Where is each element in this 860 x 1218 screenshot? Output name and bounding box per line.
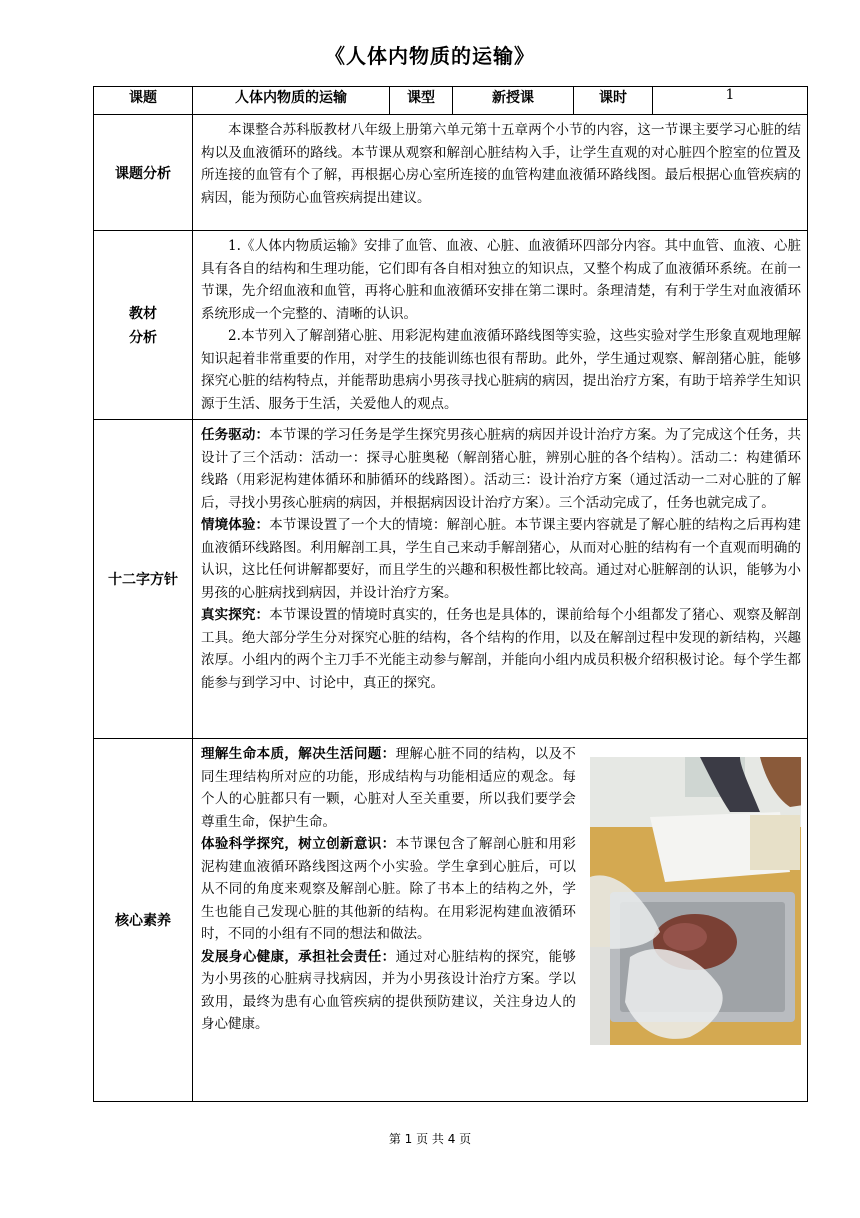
page-footer: 第 1 页 共 4 页 (388, 1132, 472, 1146)
life-essence-text: 理解心脏不同的结构，以及不同生理结构所对应的功能，形成结构与功能相适应的观念。每个人的心脏都只有一颗，心脏对人至关重要，所以我们要学会尊重生命，保护生命。 (201, 746, 576, 830)
health-paragraph (201, 946, 576, 1036)
twelve-char-row (94, 420, 808, 739)
core-literacy-content (193, 739, 808, 1102)
textbook-analysis-para2: 2.本节列入了解剖猪心脏、用彩泥构建血液循环路线图等实验，这些实验对学生形象直观地理解知识起着非常重要的作用，对学生的技能训练也很有帮助。此外，学生通过观察、解剖猪心脏，能够探究心脏的结构特点，并能帮助患病小男孩寻找心脏病的病因，提出治疗方案，有助于培养学生知识源于生活、服务于生活，关爱他人的观点。 (201, 328, 801, 412)
scenario-text: 本节课设置了一个大的情境：解剖心脏。本节课主要内容就是了解心脏的结构之后再构建血液循环线路图。利用解剖工具，学生自己来动手解剖猪心，从而对心脏的结构有一个直观而明确的认识，这比任何讲解都要好，而且学生的兴趣和积极性都比较高。通过对心脏解剖的认识，能够为小男孩的心脏病找到病因，并设计治疗方案。 (201, 517, 802, 601)
science-inquiry-text: 本节课包含了解剖心脏和用彩泥构建血液循环路线图这两个小实验。学生拿到心脏后，可以从不同的角度来观察及解剖心脏。除了书本上的结构之外，学生也能自己发现心脏的其他新的结构。在用彩泥构建血液循环时，不同的小组有不同的想法和做法。 (201, 836, 576, 942)
scenario-title: 情境体验： (201, 517, 270, 533)
hours-label: 课时 (574, 87, 653, 115)
inquiry-title: 真实探究： (201, 607, 270, 623)
topic-label: 课题 (94, 87, 193, 115)
lesson-plan-table (93, 86, 808, 1102)
core-literacy-label: 核心素养 (94, 739, 193, 1102)
task-driven-paragraph (201, 424, 801, 514)
topic-analysis-content (193, 115, 808, 231)
inquiry-text: 本节课设置的情境时真实的，任务也是具体的，课前给每个小组都发了猪心、观察及解剖工具。绝大部分学生分对探究心脏的结构，各个结构的作用，以及在解剖过程中发现的新结构，兴趣浓厚。小组内的两个主刀手不光能主动参与解剖，并能向小组内成员积极介绍积极讨论。每个学生都能参与到学习中、讨论中，真正的探究。 (201, 607, 802, 691)
core-literacy-row (94, 739, 808, 1102)
textbook-analysis-content (193, 231, 808, 420)
scenario-paragraph (201, 514, 801, 604)
textbook-analysis-label (94, 231, 193, 420)
task-driven-title: 任务驱动： (201, 427, 270, 443)
health-text: 通过对心脏结构的探究，能够为小男孩的心脏病寻找病因，并为小男孩设计治疗方案。学以致用，最终为患有心血管疾病的提供预防建议，关注身边人的身心健康。 (201, 948, 576, 1032)
hours-value: 1 (653, 87, 808, 115)
life-essence-paragraph (201, 743, 576, 833)
textbook-analysis-label-line1: 教材 (129, 306, 157, 322)
inquiry-paragraph (201, 604, 801, 694)
topic-value: 人体内物质的运输 (193, 87, 390, 115)
dissection-photo-illustration (590, 757, 801, 1045)
science-inquiry-title: 体验科学探究，树立创新意识： (201, 836, 396, 852)
topic-analysis-row (94, 115, 808, 231)
textbook-analysis-para1: 1.《人体内物质运输》安排了血管、血液、心脏、血液循环四部分内容。其中血管、血液、心脏具有各自的结构和生理功能，它们即有各自相对独立的知识点，又整个构成了血液循环系统。在前一节课，先介绍血液和血管，再将心脏和血液循环安排在第二课时。条理清楚，有利于学生对血液循环系统形成一个完整的、清晰的认识。 (201, 238, 801, 322)
twelve-char-label: 十二字方针 (94, 420, 193, 739)
type-label: 课型 (390, 87, 453, 115)
dissection-photo (590, 757, 801, 1045)
twelve-char-content (193, 420, 808, 739)
health-title: 发展身心健康，承担社会责任： (201, 948, 396, 965)
document-title: 《人体内物质的运输》 (325, 44, 535, 68)
science-inquiry-paragraph (201, 833, 576, 946)
topic-analysis-label: 课题分析 (94, 115, 193, 231)
topic-analysis-text: 本课整合苏科版教材八年级上册第六单元第十五章两个小节的内容，这一节课主要学习心脏的结构以及血液循环的路线。本节课从观察和解剖心脏结构入手，让学生直观的对心脏四个腔室的位置及所连接的血管有个了解，再根据心房心室所连接的血管构建血液循环路线图。最后根据心血管疾病的病因，能为预防心血管疾病提出建议。 (201, 122, 801, 206)
type-value: 新授课 (453, 87, 574, 115)
life-essence-title: 理解生命本质，解决生活问题： (201, 746, 396, 762)
header-row (94, 87, 808, 115)
textbook-analysis-label-line2: 分析 (129, 330, 157, 346)
task-driven-text: 本节课的学习任务是学生探究男孩心脏病的病因并设计治疗方案。为了完成这个任务，共设计了三个活动：活动一：探寻心脏奥秘（解剖猪心脏，辨别心脏的各个结构）。活动二：构建循环线路（用彩泥构建体循环和肺循环的线路图）。活动三：设计治疗方案（通过活动一二对心脏的了解后，寻找小男孩心脏病的病因，并根据病因设计治疗方案）。三个活动完成了，任务也就完成了。 (201, 427, 802, 511)
textbook-analysis-row (94, 231, 808, 420)
